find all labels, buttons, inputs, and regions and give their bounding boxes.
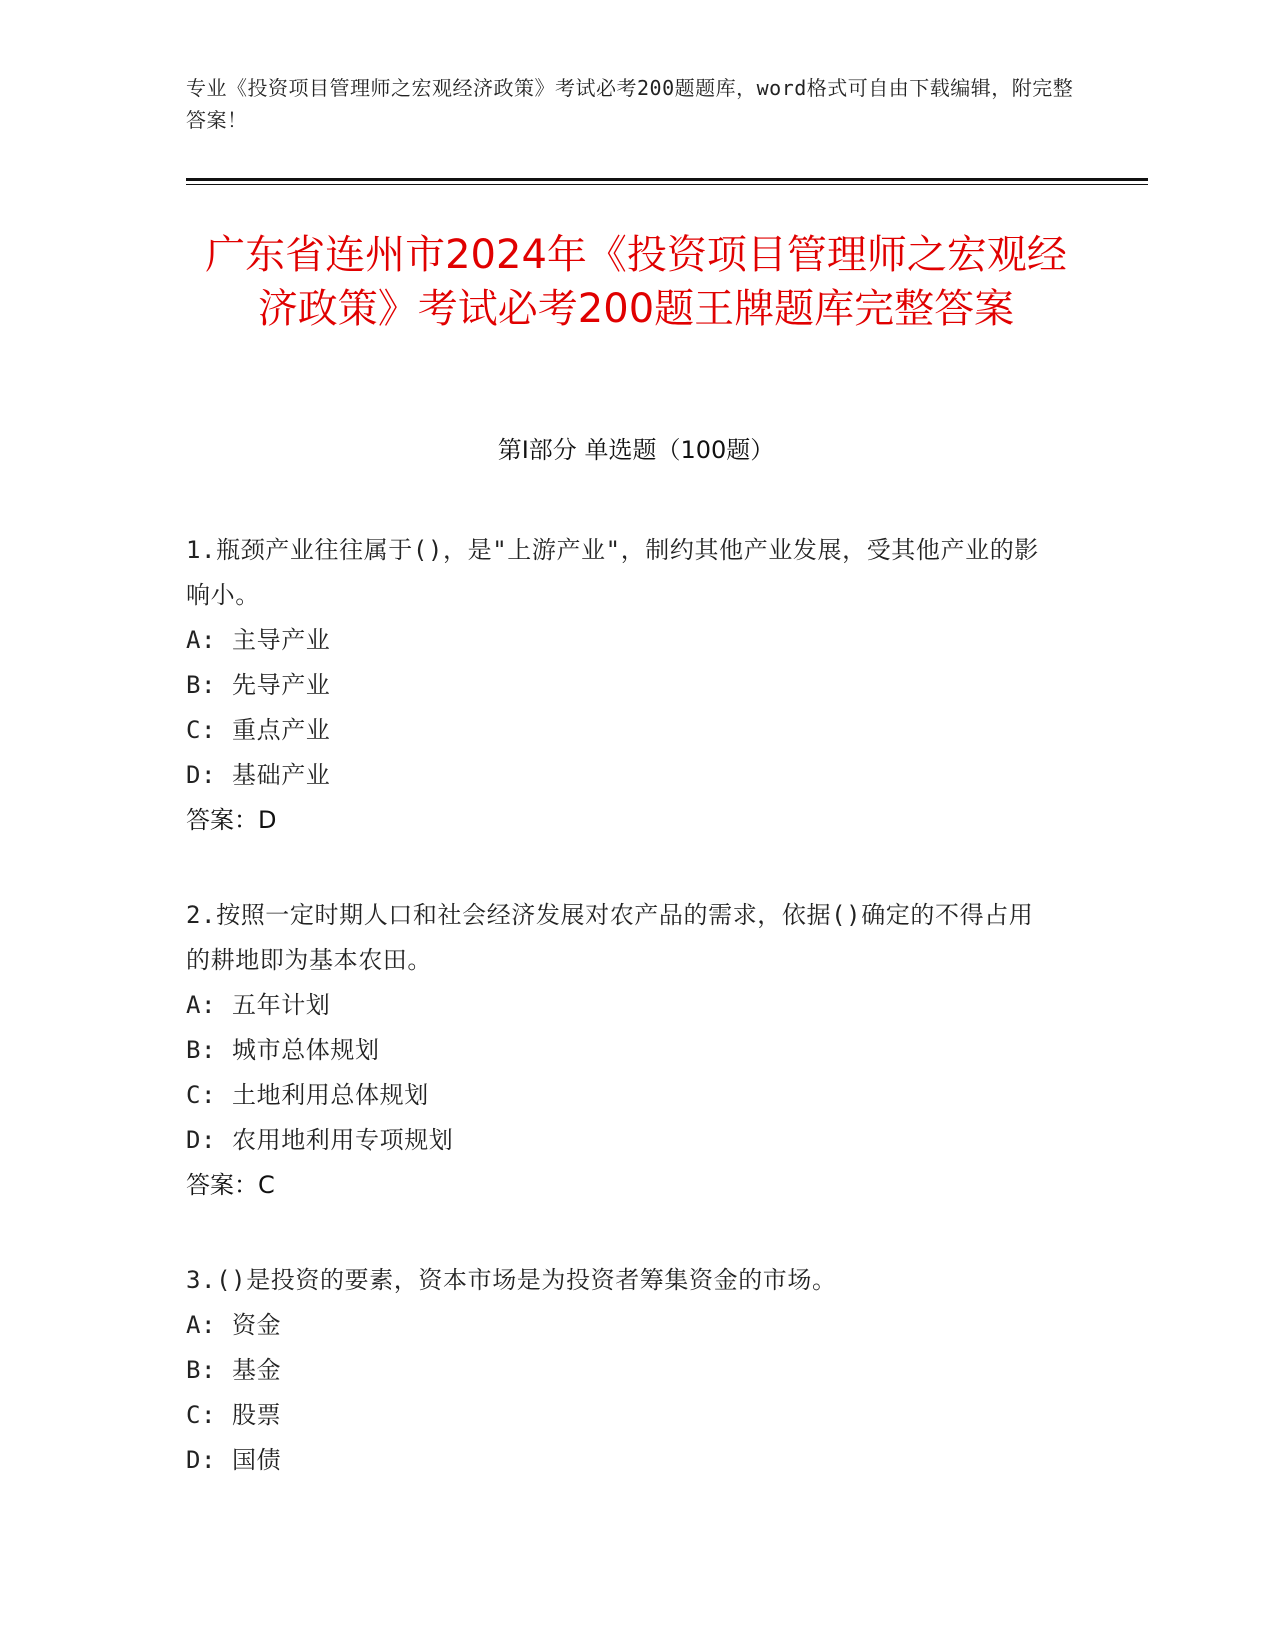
option-text: 土地利用总体规划 [232,1081,429,1109]
document-title: 广东省连州市2024年《投资项目管理师之宏观经济政策》考试必考200题王牌题库完整答案 [205,232,1067,332]
header-note: 专业《投资项目管理师之宏观经济政策》考试必考200题题库，word格式可自由下载编辑，附完整答案！ [186,76,1074,132]
option-text: 重点产业 [232,716,331,744]
option-d [186,1118,1056,1163]
option-b [186,663,1056,708]
option-letter: A: [186,991,217,1019]
section-title: 第I部分 单选题（100题） [497,436,775,464]
question-list [186,528,1056,1533]
option-text: 基金 [232,1356,282,1384]
question-text: 2.按照一定时期人口和社会经济发展对农产品的需求，依据()确定的不得占用的耕地即为基本农田。 [186,901,1034,974]
option-letter: C: [186,1081,217,1109]
option-b [186,1348,1056,1393]
option-letter: A: [186,1311,217,1339]
option-letter: D: [186,761,217,789]
option-text: 五年计划 [232,991,331,1019]
question-text: 3.()是投资的要素，资本市场是为投资者筹集资金的市场。 [186,1266,837,1294]
option-letter: C: [186,1401,217,1429]
option-letter: B: [186,1036,217,1064]
option-text: 城市总体规划 [232,1036,380,1064]
option-b [186,1028,1056,1073]
option-c [186,708,1056,753]
option-letter: B: [186,671,217,699]
question-text: 1.瓶颈产业往往属于()，是"上游产业"，制约其他产业发展，受其他产业的影响小。 [186,536,1039,609]
option-letter: D: [186,1446,217,1474]
option-text: 基础产业 [232,761,331,789]
option-text: 先导产业 [232,671,331,699]
header-divider-thin [186,184,1148,185]
option-c [186,1073,1056,1118]
option-letter: B: [186,1356,217,1384]
option-text: 主导产业 [232,626,331,654]
option-letter: A: [186,626,217,654]
question-3 [186,1258,1056,1483]
option-d [186,753,1056,798]
option-a [186,983,1056,1028]
question-1 [186,528,1056,843]
option-text: 国债 [232,1446,282,1474]
header-divider-thick [186,178,1148,181]
option-text: 农用地利用专项规划 [232,1126,454,1154]
option-d [186,1438,1056,1483]
option-c [186,1393,1056,1438]
option-a [186,1303,1056,1348]
option-text: 股票 [232,1401,282,1429]
question-2 [186,893,1056,1208]
option-a [186,618,1056,663]
option-text: 资金 [232,1311,282,1339]
answer-text: 答案：D [186,806,277,834]
option-letter: D: [186,1126,217,1154]
answer-text: 答案：C [186,1171,275,1199]
option-letter: C: [186,716,217,744]
